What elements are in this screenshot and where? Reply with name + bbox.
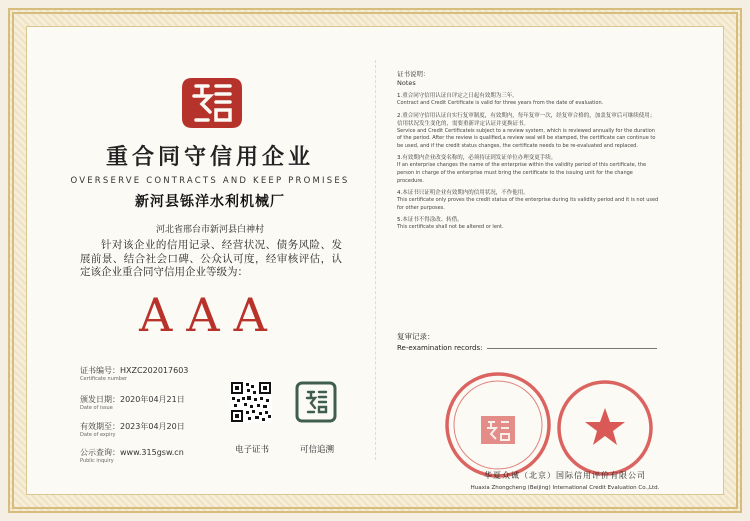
note-3: 3.有效期内企业改变名称的，必须持证到发证单位办理变更手续。: [397, 155, 557, 162]
reexam-label-en: Re-examination records:: [397, 344, 483, 352]
center-divider: [375, 60, 376, 460]
note-5: 5.本证书不得涂改、转借。: [397, 217, 463, 224]
notes-header-en: Notes: [397, 79, 416, 87]
qr-code-label: 电子证书: [234, 445, 269, 455]
public-inquiry-en: Public inquiry: [80, 458, 114, 464]
cert-number-block: [80, 366, 230, 383]
notes-section: [397, 70, 659, 232]
certificate-subtitle: OVERSERVE CONTRACTS AND KEEP PROMISES: [70, 176, 350, 186]
issue-date-en: Date of issue: [80, 405, 113, 411]
public-inquiry-block: [80, 448, 230, 465]
issuer-name-en: Huaxia Zhongcheng (Beijing) International Credit Evaluation Co.,Ltd.: [470, 485, 660, 491]
expiry-date-en: Date of expiry: [80, 432, 116, 438]
reexam-section: [397, 331, 662, 352]
reexam-line: [487, 348, 657, 349]
certificate-title: 重合同守信用企业: [105, 144, 314, 170]
note-4: 4.本证书只证明企业有效期内的信用状况，不作他用。: [397, 190, 529, 197]
public-inquiry: 公示查询：www.315gsw.cn: [80, 448, 184, 457]
expiry-date-block: [80, 422, 230, 439]
note-2-en: Service and Credit Certificateis subject to a review system, which is reviewed annually for the duration of the period. After the review is qualified,a review seal will be stamped, the certificate can continue to be used, and if the credit status changes, the certificate needs to be re-evaluated and replaced.: [397, 127, 656, 149]
cert-number-en: Certificate number: [80, 376, 128, 382]
note-1: 1.重合同守信用认证自评定之日起有效期为三年。: [397, 93, 518, 99]
certificate-statement: 针对该企业的信用记录、经营状况、债务风险、发展前景、结合社会口碑、公众认可度，经审核评估，认定该企业重合同守信用企业等级为：: [80, 239, 342, 278]
credit-grade: AAA: [139, 288, 281, 342]
trace-icon[interactable]: [295, 381, 337, 423]
note-4-en: This certificate only proves the credit status of the enterprise during its validity period and it is not used for other purposes.: [397, 197, 659, 211]
credit-logo-icon: [178, 74, 246, 132]
company-address: 河北省邢台市新河县白神村: [155, 225, 264, 235]
qr-code-icon[interactable]: [230, 381, 272, 423]
issue-date-block: [80, 395, 230, 412]
company-name: 新河县铄洋水利机械厂: [135, 194, 285, 210]
issuer-name: 华夏众诚（北京）国际信用评价有限公司: [484, 471, 646, 480]
note-5-en: This certificate shall not be altered or lent.: [397, 224, 504, 231]
reexam-label: 复审记录：: [397, 332, 435, 341]
expiry-date: 有效期至：2023年04月20日: [80, 422, 185, 431]
trace-label: 可信追溯: [299, 445, 334, 455]
note-2: 2.重合同守信用认证自实行复审制度，有效期内，每年复审一次，经复审合格的，加盖复审后可继续使用；信用状况发生变化的，需要重新评定认证并更换证书。: [397, 112, 656, 127]
note-3-en: If an enterprise changes the name of the enterprise within the validity period of this certificate, the person in charge of the enterprise must bring the certificate to the issuing unit for the change procedure.: [397, 162, 647, 184]
round-seal-icon: [443, 370, 553, 480]
note-1-en: Contract and Credit Certificate is valid for three years from the date of evaluation.: [397, 100, 604, 106]
cert-number: 证书编号：HXZC202017603: [80, 366, 189, 375]
notes-header: 证书说明：: [397, 70, 430, 78]
star-seal-icon: [555, 378, 655, 478]
issue-date: 颁发日期：2020年04月21日: [80, 395, 185, 404]
